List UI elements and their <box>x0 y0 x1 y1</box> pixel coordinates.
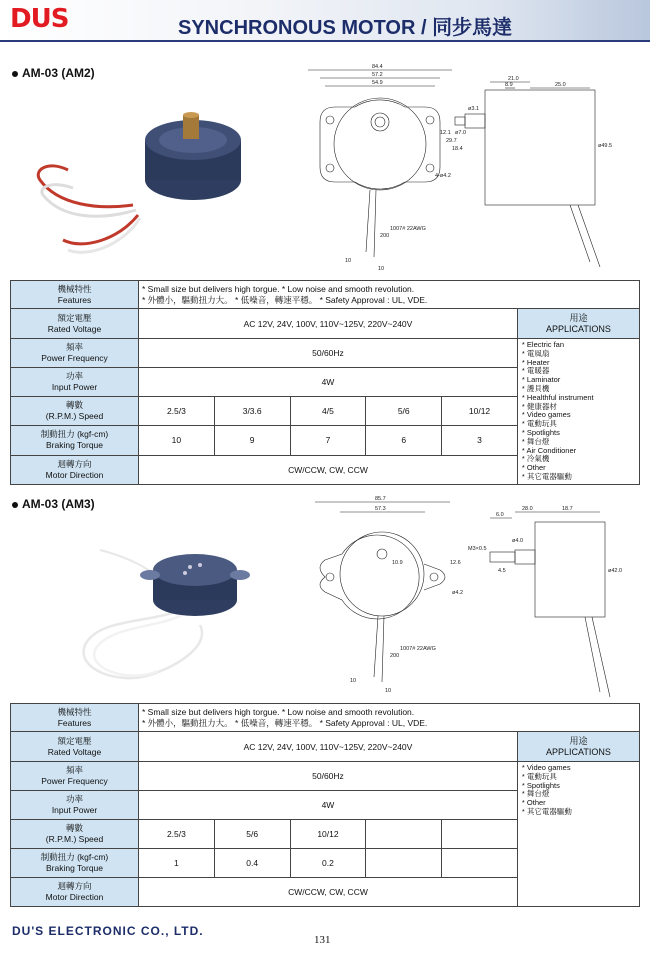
torque-cell: 1 <box>139 849 215 878</box>
svg-text:29.7: 29.7 <box>446 138 457 144</box>
svg-text:4.5: 4.5 <box>498 568 506 574</box>
svg-text:4-ø4.2: 4-ø4.2 <box>435 173 451 179</box>
model-title: AM-03 (AM3) <box>12 497 95 511</box>
speed-cell <box>442 820 518 849</box>
features-row <box>11 704 640 732</box>
torque-cell: 9 <box>214 426 290 455</box>
features-value: * Small size but delivers high torgue. * Low noise and smooth revolution. * 外體小，驅動扭力大。 * 低噪音，轉速平穩。 * Safety Approval : UL, VDE. <box>139 704 640 732</box>
speed-cell: 2.5/3 <box>139 397 215 426</box>
svg-text:21.0: 21.0 <box>508 76 519 82</box>
svg-text:54.9: 54.9 <box>372 80 383 86</box>
svg-text:ø4.2: ø4.2 <box>452 590 464 596</box>
model-title: AM-03 (AM2) <box>12 66 95 80</box>
speed-cell <box>366 820 442 849</box>
power-value: 4W <box>139 791 518 820</box>
power-value: 4W <box>139 368 518 397</box>
svg-text:10: 10 <box>378 266 385 272</box>
page-header <box>0 0 650 44</box>
list-item: * Electric fan <box>521 340 565 349</box>
svg-text:1007# 22AWG: 1007# 22AWG <box>400 646 436 652</box>
dimension-drawing <box>300 62 640 282</box>
svg-text:85.7: 85.7 <box>375 496 386 502</box>
svg-text:ø3.1: ø3.1 <box>468 106 480 112</box>
power-label: 功率 Input Power <box>11 368 139 397</box>
frequency-row <box>11 339 640 368</box>
spec-table <box>10 280 640 485</box>
direction-value: CW/CCW, CW, CCW <box>139 878 518 907</box>
list-item: * 電動玩具 <box>521 771 557 781</box>
svg-text:200: 200 <box>390 653 400 659</box>
list-item: * Air Conditioner <box>521 445 577 455</box>
applications-list <box>517 339 639 485</box>
speed-cell: 2.5/3 <box>139 820 215 849</box>
speed-cell: 10/12 <box>442 397 518 426</box>
speed-cell: 3/3.6 <box>214 397 290 426</box>
list-item: * Spotlights <box>521 780 560 790</box>
torque-cell <box>366 849 442 878</box>
features-row <box>11 281 640 309</box>
torque-cell: 7 <box>290 426 366 455</box>
svg-text:25.0: 25.0 <box>555 82 566 88</box>
list-item: * 電暖器 <box>521 366 550 376</box>
list-item: * 舞台燈 <box>521 436 550 446</box>
list-item: * Healthful instrument <box>521 392 594 402</box>
direction-label: 迴轉方向 Motor Direction <box>11 455 139 484</box>
svg-text:ø49.5: ø49.5 <box>598 143 613 149</box>
torque-cell <box>442 849 518 878</box>
features-label: 機械特性 Features <box>11 281 139 309</box>
list-item: * 電動玩具 <box>521 419 557 429</box>
features-value: * Small size but delivers high torgue. * Low noise and smooth revolution. * 外體小，驅動扭力大。 * 低噪音，轉速平穩。 * Safety Approval : UL, VDE. <box>139 281 640 309</box>
footer-company: DU'S ELECTRONIC CO., LTD. <box>12 924 204 938</box>
frequency-label: 頻率 Power Frequency <box>11 762 139 791</box>
direction-label: 迴轉方向 Motor Direction <box>11 878 139 907</box>
speed-cell: 4/5 <box>290 397 366 426</box>
svg-text:10: 10 <box>385 688 392 694</box>
features-label: 機械特性 Features <box>11 704 139 732</box>
voltage-row <box>11 732 640 762</box>
list-item: * Video games <box>521 410 571 420</box>
dimension-drawing <box>300 492 640 702</box>
svg-text:18.7: 18.7 <box>562 506 573 512</box>
company-logo: DUS <box>10 4 69 34</box>
voltage-value: AC 12V, 24V, 100V, 110V~125V, 220V~240V <box>139 309 518 339</box>
applications-list <box>517 762 639 907</box>
svg-text:M3×0.5: M3×0.5 <box>468 546 487 552</box>
list-item: * Video games <box>521 763 571 772</box>
svg-text:12.1: 12.1 <box>440 130 451 136</box>
voltage-label: 額定電壓 Rated Voltage <box>11 732 139 762</box>
list-item: * Laminator <box>521 375 561 385</box>
svg-text:8.9: 8.9 <box>505 82 513 88</box>
header-rule <box>0 40 650 42</box>
direction-value: CW/CCW, CW, CCW <box>139 455 518 484</box>
applications-header: 用途 APPLICATIONS <box>517 309 639 339</box>
list-item: * 其它電器驅動 <box>521 471 572 481</box>
torque-cell: 6 <box>366 426 442 455</box>
svg-text:ø42.0: ø42.0 <box>608 568 623 574</box>
page-title: SYNCHRONOUS MOTOR / 同步馬達 <box>178 17 513 39</box>
page-number: 131 <box>314 934 331 946</box>
list-item: * 其它電器驅動 <box>521 806 572 816</box>
list-item: * Heater <box>521 357 550 367</box>
svg-text:12.6: 12.6 <box>450 560 461 566</box>
spec-table <box>10 703 640 907</box>
speed-cell: 10/12 <box>290 820 366 849</box>
motor-photo <box>28 110 253 265</box>
frequency-value: 50/60Hz <box>139 339 518 368</box>
speed-cell: 5/6 <box>214 820 290 849</box>
svg-text:84.4: 84.4 <box>372 64 383 70</box>
svg-text:10: 10 <box>350 678 357 684</box>
torque-label: 制動扭力 (kgf-cm) Braking Torque <box>11 849 139 878</box>
speed-label: 轉數 (R.P.M.) Speed <box>11 820 139 849</box>
torque-cell: 10 <box>139 426 215 455</box>
power-label: 功率 Input Power <box>11 791 139 820</box>
applications-header: 用途 APPLICATIONS <box>517 732 639 762</box>
torque-cell: 3 <box>442 426 518 455</box>
svg-text:10.9: 10.9 <box>392 560 403 566</box>
torque-cell: 0.4 <box>214 849 290 878</box>
svg-text:ø7.0: ø7.0 <box>455 130 467 136</box>
list-item: * 電風扇 <box>521 348 550 358</box>
voltage-value: AC 12V, 24V, 100V, 110V~125V, 220V~240V <box>139 732 518 762</box>
list-item: * 護貝機 <box>521 383 550 393</box>
svg-text:ø4.0: ø4.0 <box>512 538 524 544</box>
list-item: * 舞台燈 <box>521 789 550 799</box>
svg-text:57.2: 57.2 <box>372 72 383 78</box>
list-item: * 健康器材 <box>521 401 557 411</box>
svg-text:28.0: 28.0 <box>522 506 533 512</box>
list-item: * Other <box>521 798 546 808</box>
frequency-row <box>11 762 640 791</box>
svg-text:1007# 22AWG: 1007# 22AWG <box>390 226 426 232</box>
torque-label: 制動扭力 (kgf-cm) Braking Torque <box>11 426 139 455</box>
motor-photo <box>40 535 265 695</box>
frequency-value: 50/60Hz <box>139 762 518 791</box>
torque-cell: 0.2 <box>290 849 366 878</box>
svg-text:200: 200 <box>380 233 390 239</box>
svg-text:18.4: 18.4 <box>452 146 463 152</box>
svg-text:10: 10 <box>345 258 352 264</box>
list-item: * Other <box>521 463 546 473</box>
voltage-row <box>11 309 640 339</box>
frequency-label: 頻率 Power Frequency <box>11 339 139 368</box>
svg-text:57.3: 57.3 <box>375 506 386 512</box>
list-item: * Spotlights <box>521 427 560 437</box>
speed-cell: 5/6 <box>366 397 442 426</box>
svg-text:6.0: 6.0 <box>496 512 504 518</box>
voltage-label: 額定電壓 Rated Voltage <box>11 309 139 339</box>
list-item: * 冷氣機 <box>521 454 550 464</box>
speed-label: 轉數 (R.P.M.) Speed <box>11 397 139 426</box>
